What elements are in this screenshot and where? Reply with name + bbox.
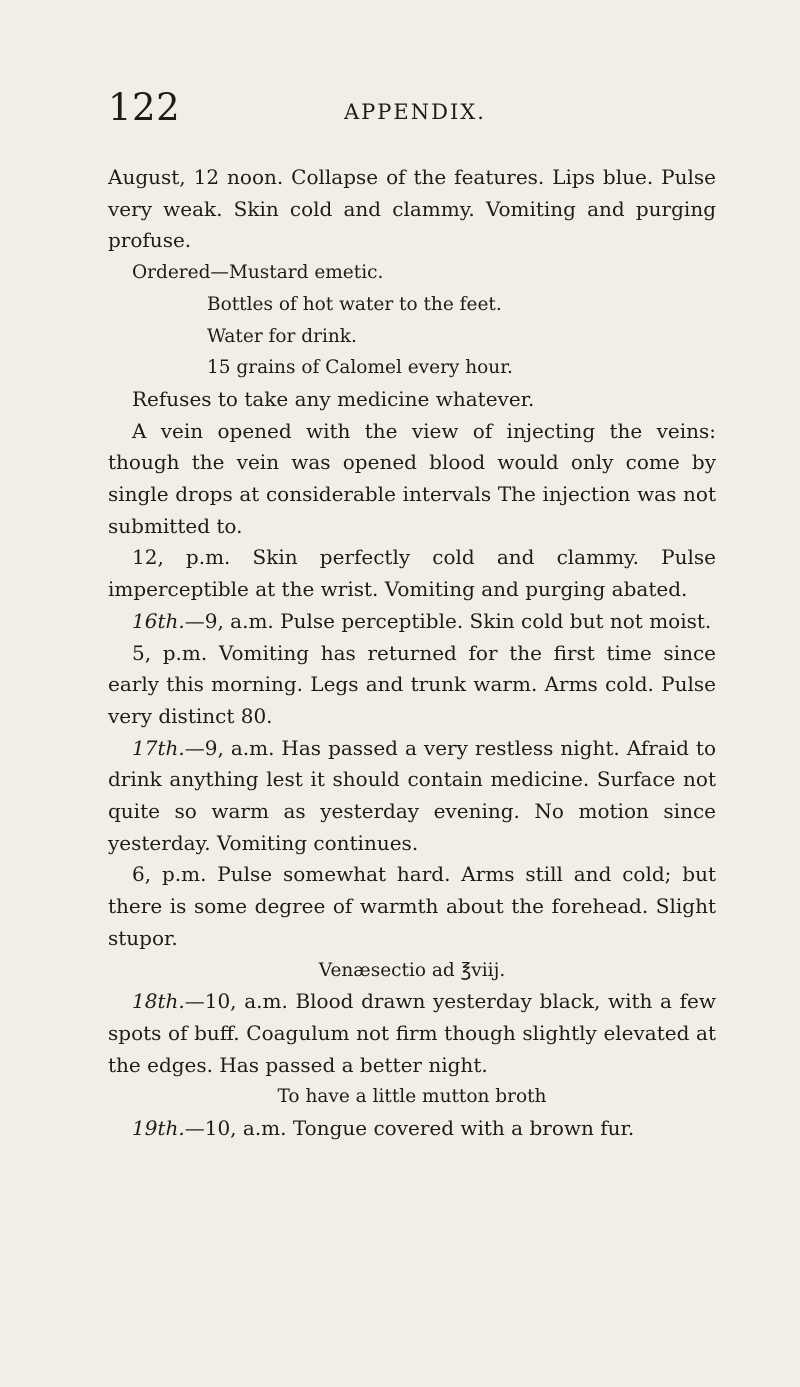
entry-text: —9, a.m. Pulse perceptible. Skin cold but not moist.: [184, 608, 712, 633]
entry-vein: A vein opened with the view of injecting the veins: though the vein was opened blood would only come by single drops at considerable intervals The injection was not submitted to.: [108, 418, 716, 538]
ordered-item: Bottles of hot water to the feet.: [207, 293, 502, 315]
page-header: [108, 86, 708, 136]
entry-date: 16th.: [132, 608, 185, 633]
entry-text: —10, a.m. Tongue covered with a brown fur.: [184, 1116, 635, 1141]
entry-6-pm: 6, p.m. Pulse somewhat hard. Arms still and cold; but there is some degree of warmth about the forehead. Slight stupor.: [108, 862, 716, 950]
entry-text: —10, a.m. Blood drawn yesterday black, with a few spots of buff. Coagulum not firm though slightly elevated at the edges. Has passed a better night.: [108, 989, 716, 1077]
ordered-item: Water for drink.: [207, 325, 357, 347]
entry-19th: [108, 1113, 716, 1145]
ordered-line: [132, 257, 716, 289]
running-head: APPENDIX.: [344, 100, 486, 124]
ordered-item: Mustard emetic.: [228, 262, 384, 284]
entry-refuses: Refuses to take any medicine whatever.: [132, 386, 535, 411]
entry-5-pm: 5, p.m. Vomiting has returned for the first time since early this morning. Legs and trunk warm. Arms cold. Pulse very distinct 80.: [108, 640, 716, 728]
ordered-item: 15 grains of Calomel every hour.: [207, 357, 513, 379]
entry-18th: [108, 986, 716, 1081]
ordered-label: Ordered—: [132, 262, 229, 284]
entry-text: —9, a.m. Has passed a very restless night. Afraid to drink anything lest it should contain medicine. Surface not quite so warm as yesterday evening. No motion since yesterday. Vomiting continues.: [108, 735, 716, 855]
page-body: [108, 162, 716, 1145]
page-number: 122: [108, 86, 181, 129]
entry-date: 18th.: [132, 989, 185, 1014]
entry-august-12-noon: August, 12 noon. Collapse of the features. Lips blue. Pulse very weak. Skin cold and clammy. Vomiting and purging profuse.: [108, 165, 716, 253]
entry-17th: [108, 733, 716, 860]
prescription-broth: To have a little mutton broth: [277, 1086, 547, 1108]
entry-16th: [108, 606, 716, 638]
prescription-venaesectio: Venæsectio ad ℥viij.: [318, 959, 506, 981]
entry-date: 19th.: [132, 1116, 185, 1141]
entry-date: 17th.: [132, 735, 185, 760]
entry-12-pm: 12, p.m. Skin perfectly cold and clammy. Pulse imperceptible at the wrist. Vomiting and purging abated.: [108, 545, 716, 602]
